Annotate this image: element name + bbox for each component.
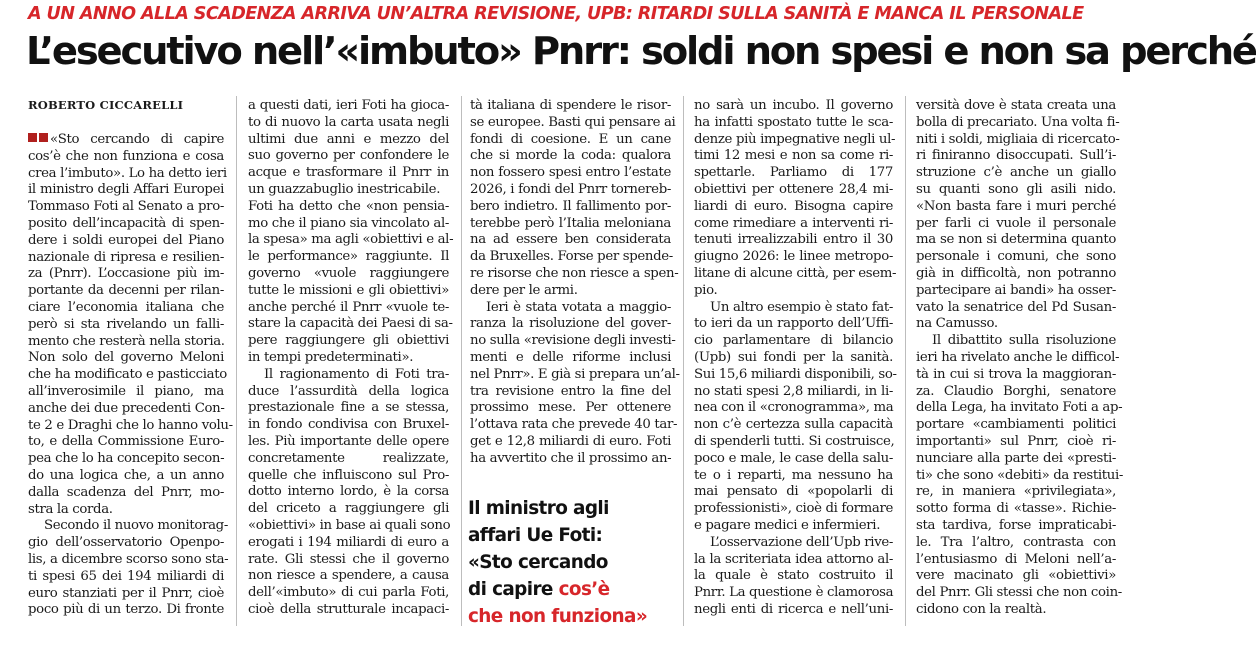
article-line: non fossero spesi entro l’estate [470, 165, 671, 181]
article-column-4 [694, 98, 897, 619]
article-line: suo governo per confondere le [248, 148, 449, 164]
article-line: les. Più importante delle opere [248, 433, 449, 449]
article-line: bolla di precariato. Una volta fi- [916, 114, 1120, 130]
article-line: prestazionale fine a se stessa, [248, 400, 449, 416]
article-line: importanti» sul Pnrr, cioè ri- [916, 433, 1116, 449]
article-line: l’entusiasmo di Meloni nell’a- [916, 551, 1116, 567]
article-line: in tempi predeterminati». [248, 349, 414, 365]
article-line: un guazzabuglio inestricabile. [248, 181, 441, 197]
column-divider [461, 96, 462, 626]
article-line: L’osservazione dell’Upb rive- [710, 534, 894, 550]
article-line: governo «vuole raggiungere [248, 265, 449, 281]
headline: L’esecutivo nell’«imbuto» Pnrr: soldi non spesi e non sa perché [26, 29, 1256, 74]
article-line: nel Pnrr». E già si prepara un’al- [470, 366, 680, 382]
article-line: ha avvertito che il prossimo an- [470, 450, 672, 466]
article-line: Secondo il nuovo monitorag- [44, 518, 228, 534]
article-line: lis, a dicembre scorso sono sta- [28, 551, 229, 567]
article-line: Pnrr. La questione è clamorosa [694, 585, 894, 601]
pull-quote-line: «Sto cercando [468, 552, 608, 573]
byline: ROBERTO CICCARELLI [28, 98, 184, 112]
article-line: dere per le armi. [470, 282, 578, 298]
article-line: cio parlamentare di bilancio [694, 333, 893, 349]
kicker [28, 4, 1118, 24]
article-line: vato la senatrice del Pd Susan- [916, 299, 1116, 315]
article-line: na ad essere ben considerata [470, 232, 671, 248]
column-divider [236, 96, 237, 626]
article-line: non c’è certezza sulla capacità [694, 417, 893, 433]
article-line: «Sto cercando di capire [28, 132, 224, 149]
article-line: re, in maniera «privilegiata», [916, 484, 1116, 500]
article-line: del Pnrr. Gli stessi che non coin- [916, 585, 1122, 601]
article-line: della Lega, ha invitato Foti a ap- [916, 400, 1123, 416]
article-line: l’ottava rata che prevede 40 tar- [470, 417, 678, 433]
article-line: obiettivi per ottenere 28,4 mi- [694, 181, 893, 197]
article-line: gio dell’osservatorio Openpo- [28, 535, 224, 551]
article-line: a questi dati, ieri Foti ha gioca- [248, 98, 449, 113]
article-line: Un altro esempio è stato fat- [710, 299, 893, 315]
article-line: re risorse che non riesce a spen- [470, 265, 679, 281]
article-line: get e 12,8 miliardi di euro. Foti [470, 433, 671, 449]
article-line: do una logica che, a un anno [28, 467, 224, 483]
pull-quote [468, 495, 688, 630]
article-line: nea con il «cronogramma», ma [694, 400, 894, 416]
article-line: però si sta rivelando un falli- [28, 316, 224, 332]
article-line: anche perché il Pnrr «vuole te- [248, 299, 449, 315]
article-line: menti e delle riforme inclusi [470, 349, 671, 365]
article-line: na Camusso. [916, 316, 998, 332]
article-line: non riesce a spendere, a causa [248, 568, 449, 584]
article-line: dalla scadenza del Pnrr, mo- [28, 484, 224, 500]
article-line: versità dove è stata creata una [916, 98, 1116, 113]
pull-quote-line: affari Ue Foti: [468, 525, 603, 546]
article-line: ultimi due anni e mezzo del [248, 131, 449, 147]
article-line: le. Tra l’altro, contrasta con [916, 534, 1116, 550]
article-line: professionisti», cioè di formare [694, 501, 894, 517]
article-line: tenuti irrealizzabili entro il 30 [694, 232, 893, 248]
article-line: Il ragionamento di Foti tra- [264, 366, 449, 382]
article-line: pere raggiungere gli obiettivi [248, 333, 449, 349]
article-line: la quale è stato costruito il [694, 568, 893, 584]
article-line: no stati spesi 2,8 miliardi, in li- [694, 383, 893, 399]
article-line: liardi di euro. Bisogna capire [694, 198, 893, 214]
article-line: 2026, i fondi del Pnrr tornereb- [470, 181, 671, 197]
article-line: Sui 15,6 miliardi disponibili, so- [694, 366, 897, 382]
article-line: su quanti sono gli asili nido. [916, 181, 1116, 197]
article-column-5 [916, 98, 1123, 619]
article-line: bero indietro. Il fallimento por- [470, 198, 671, 214]
article-line: se europee. Basti qui pensare ai [470, 114, 676, 130]
article-column-1 [28, 132, 233, 619]
article-line: te o i reparti, ma nessuno ha [694, 467, 893, 483]
article-line: ma se non si determina quanto [916, 232, 1116, 248]
article-line: il ministro degli Affari Europei [28, 182, 224, 198]
article-line: denze più impegnative negli ul- [694, 131, 896, 147]
article-line: come rimediare a interventi ri- [694, 215, 893, 231]
article-line: sta tardiva, forse impraticabi- [916, 517, 1116, 533]
article-line: in fondo condivisa con Bruxel- [248, 417, 449, 433]
pull-quote-line [468, 576, 688, 603]
article-line: mai pensato di «popolarli di [694, 484, 893, 500]
article-line: da Bruxelles. Forse per spende- [470, 249, 673, 265]
article-line: prossimo mese. Per ottenere [470, 400, 671, 416]
article-line: partecipare ai bandi» ha osser- [916, 282, 1116, 298]
article-line: «obiettivi» in base ai quali sono [248, 517, 451, 533]
pull-quote-line: che non funziona» [468, 606, 648, 627]
article-line: cidono con la realtà. [916, 601, 1047, 617]
article-column-3 [470, 98, 680, 468]
article-line: ciare l’economia italiana che [28, 299, 224, 315]
article-line: nazionale di ripresa e resilien- [28, 249, 224, 265]
article-line: anche dei due precedenti Con- [28, 400, 225, 416]
article-line: portante da decenni per rilan- [28, 283, 224, 299]
article-line: acque e trasformare il Pnrr in [248, 165, 449, 181]
article-line: euro stanziati per il Pnrr, cioè [28, 585, 224, 601]
article-line: le performance» raggiunte. Il [248, 249, 449, 265]
article-line: Tommaso Foti al Senato a pro- [28, 199, 224, 215]
article-line: Ieri è stata votata a maggio- [486, 299, 671, 315]
article-line: e pagare medici e infermieri. [694, 517, 881, 533]
article-line: personale i comuni, che sono [916, 249, 1116, 265]
article-line: tà in cui si trova la maggioran- [916, 366, 1116, 382]
article-line: no sulla «revisione degli investi- [470, 333, 676, 349]
article-line: del criceto a raggiungere gli [248, 501, 449, 517]
article-line: vere macinato gli «obiettivi» [916, 568, 1116, 584]
article-line: za (Pnrr). L’occasione più im- [28, 266, 224, 282]
article-line: niti i soldi, migliaia di ricercato- [916, 131, 1120, 147]
article-line: «Non basta fare i muri perché [916, 198, 1116, 214]
article-line: terebbe però l’Italia meloniana [470, 215, 671, 231]
article-line: ti spesi 65 dei 194 miliardi di [28, 568, 224, 584]
article-line: ti» che sono «debiti» da restitui- [916, 467, 1123, 483]
article-line: Non solo del governo Meloni [28, 350, 224, 366]
article-line: stare la capacità dei Paesi di sa- [248, 316, 453, 332]
article-start-marker-icon [39, 133, 48, 142]
article-line: già in difficoltà, non potranno [916, 265, 1116, 281]
article-line: la la scriteriata idea attorno al- [694, 551, 893, 567]
article-line: dere i soldi europei del Piano [28, 232, 224, 248]
column-divider [905, 96, 906, 626]
article-column-2 [248, 98, 454, 619]
pull-quote-highlight: cos’è [558, 579, 610, 600]
article-line: Foti ha detto che «non pensia- [248, 198, 449, 214]
pull-quote-text: di capire [468, 579, 559, 600]
article-line: (Upb) sui fondi per la sanità. [694, 349, 893, 365]
article-line: spettarle. Parliamo di 177 [694, 165, 893, 181]
article-line: fondi di coesione. E un cane [470, 131, 671, 147]
article-line: litane di alcune città, per esem- [694, 265, 897, 281]
article-line: che ha modificato e pasticciato [28, 367, 227, 383]
article-line: di spenderli tutti. Si costruisce, [694, 433, 895, 449]
article-line: rate. Gli stessi che il governo [248, 551, 449, 567]
article-line: to, e della Commissione Euro- [28, 434, 224, 450]
article-line: stra la corda. [28, 501, 113, 517]
article-line: cioè della strutturale incapaci- [248, 601, 449, 617]
article-line: tra revisione entro la fine del [470, 383, 671, 399]
article-line: te 2 e Draghi che lo hanno volu- [28, 417, 233, 433]
article-line: portare «cambiamenti politici [916, 417, 1116, 433]
article-line: mento che resterà nella storia. [28, 333, 225, 349]
article-line: sotto forma di «tasse». Richie- [916, 501, 1116, 517]
article-line: nunciare alla parte dei «presti- [916, 450, 1116, 466]
article-line: dotto interno lordo, è la corsa [248, 484, 449, 500]
article-line: poco e male, le case della salu- [694, 450, 893, 466]
article-start-marker-icon [28, 133, 37, 142]
article-line: ri finiranno disoccupati. Sull’i- [916, 148, 1116, 164]
article-line: giugno 2026: le linee metropo- [694, 249, 893, 265]
article-line: la spesa» ma agli «obiettivi e al- [248, 232, 454, 248]
pull-quote-line: Il ministro agli [468, 498, 609, 519]
article-line: za. Claudio Borghi, senatore [916, 383, 1116, 399]
article-line: concretamente realizzate, [248, 450, 449, 466]
article-line: to ieri da un rapporto dell’Uffi- [694, 316, 893, 332]
article-line: posito dell’incapacità di spen- [28, 215, 224, 231]
article-line: ha infatti spostato tutte le sca- [694, 114, 893, 130]
article-line: duce l’assurdità della logica [248, 383, 449, 399]
article-line: timi 12 mesi e non sa come ri- [694, 148, 893, 164]
article-line: tà italiana di spendere le risor- [470, 98, 671, 113]
article-line: pio. [694, 282, 718, 298]
article-line: quelle che influiscono sul Pro- [248, 467, 449, 483]
article-line: ranza la risoluzione del gover- [470, 316, 671, 332]
article-line: no sarà un incubo. Il governo [694, 98, 893, 113]
kicker-text: A UN ANNO ALLA SCADENZA ARRIVA UN’ALTRA REVISIONE, UPB: RITARDI SULLA SANITÀ E MANCA IL PERSONALE [28, 4, 1084, 24]
article-line: pea che lo ha concepito secon- [28, 451, 225, 467]
article-line: Il dibattito sulla risoluzione [932, 333, 1116, 349]
article-line: poco più di un terzo. Di fronte [28, 602, 224, 618]
article-line: tutte le missioni e gli obiettivi» [248, 282, 449, 298]
article-line: negli enti di ricerca e nell’uni- [694, 601, 893, 617]
article-line: to di nuovo la carta usata negli [248, 114, 449, 130]
article-line: crea l’imbuto». Lo ha detto ieri [28, 165, 227, 181]
article-line: struzione c’è anche un giallo [916, 165, 1116, 181]
article-line: erogati i 194 miliardi di euro a [248, 534, 449, 550]
article-line: dell’«imbuto» di cui parla Foti, [248, 585, 449, 601]
article-line: cos’è che non funziona e cosa [28, 148, 224, 164]
article-line: all’inverosimile il piano, ma [28, 383, 224, 399]
article-line: ieri ha rivelato anche le difficol- [916, 349, 1120, 365]
article-line: che si morde la coda: qualora [470, 148, 671, 164]
article-line: per farli ci vuole il personale [916, 215, 1116, 231]
article-line: mo che il piano sia vincolato al- [248, 215, 450, 231]
